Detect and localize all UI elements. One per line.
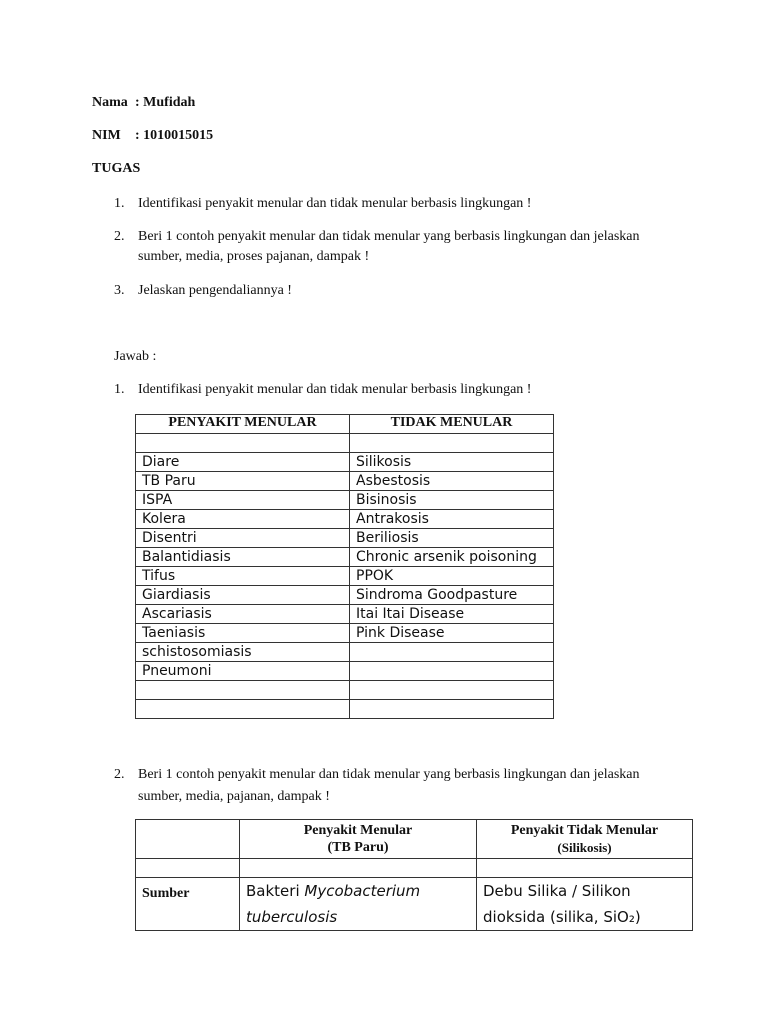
sumber-tidak-menular-cell <box>477 878 693 931</box>
table-row <box>136 472 554 491</box>
tidak-menular-cell: Antrakosis <box>350 510 554 529</box>
tidak-menular-cell <box>350 643 554 662</box>
header-subtitle: (TB Paru) <box>327 840 389 855</box>
menular-cell: Tifus <box>136 567 350 586</box>
table-row <box>136 586 554 605</box>
tidak-menular-cell: Itai Itai Disease <box>350 605 554 624</box>
tidak-menular-cell <box>350 700 554 719</box>
table-header-row <box>136 820 693 859</box>
menular-cell: Balantidiasis <box>136 548 350 567</box>
tidak-menular-cell: Asbestosis <box>350 472 554 491</box>
table-row <box>136 529 554 548</box>
table-row <box>136 491 554 510</box>
table-row <box>136 453 554 472</box>
nim-value: : 1010015015 <box>135 128 214 143</box>
answer-2-number: 2. <box>114 767 125 782</box>
header-penyakit-menular <box>240 820 477 859</box>
table-row <box>136 681 554 700</box>
sumber-tidak-line2: dioksida (silika, SiO₂) <box>483 908 641 926</box>
menular-cell: Giardiasis <box>136 586 350 605</box>
menular-cell: Diare <box>136 453 350 472</box>
tidak-menular-cell: Bisinosis <box>350 491 554 510</box>
disease-table <box>135 414 554 719</box>
task-2-text-line1: Beri 1 contoh penyakit menular dan tidak menular yang berbasis lingkungan dan jelaskan <box>138 229 640 244</box>
answer-1-number: 1. <box>114 382 125 397</box>
task-3-text: Jelaskan pengendaliannya ! <box>138 283 292 298</box>
menular-cell: Ascariasis <box>136 605 350 624</box>
table-row <box>136 878 693 931</box>
menular-cell: schistosomiasis <box>136 643 350 662</box>
table-row <box>136 662 554 681</box>
sumber-menular-cell <box>240 878 477 931</box>
tidak-menular-cell <box>350 434 554 453</box>
header-tidak-menular: TIDAK MENULAR <box>350 415 554 434</box>
menular-cell <box>136 681 350 700</box>
table-row <box>136 434 554 453</box>
sumber-menular-species: Mycobacterium <box>304 882 421 900</box>
answer-1-text: Identifikasi penyakit menular dan tidak menular berbasis lingkungan ! <box>138 382 532 397</box>
tidak-menular-cell <box>350 662 554 681</box>
sumber-menular-species-line2: tuberculosis <box>246 908 338 926</box>
answer-2-text-line1: Beri 1 contoh penyakit menular dan tidak menular yang berbasis lingkungan dan jelaskan <box>138 767 640 782</box>
header-subtitle: (Silikosis) <box>557 840 612 855</box>
sumber-menular-prefix: Bakteri <box>246 882 305 900</box>
sumber-label: Sumber <box>136 878 240 931</box>
tidak-menular-cell: Silikosis <box>350 453 554 472</box>
task-3-number: 3. <box>114 283 125 298</box>
sumber-tidak-line1: Debu Silika / Silikon <box>483 882 631 900</box>
task-1-number: 1. <box>114 196 125 211</box>
header-title: Penyakit Tidak Menular <box>510 823 659 838</box>
tidak-menular-cell <box>350 681 554 700</box>
table-header-row <box>136 415 554 434</box>
tidak-menular-cell: Sindroma Goodpasture <box>350 586 554 605</box>
empty-cell <box>240 859 477 878</box>
table-row <box>136 605 554 624</box>
menular-cell: Disentri <box>136 529 350 548</box>
tidak-menular-cell: Beriliosis <box>350 529 554 548</box>
nim-label: NIM <box>92 128 121 143</box>
menular-cell <box>136 434 350 453</box>
answer-label: Jawab : <box>114 349 157 364</box>
nama-value: : Mufidah <box>135 95 196 110</box>
nama-label: Nama <box>92 95 128 110</box>
table-row <box>136 643 554 662</box>
table-row <box>136 567 554 586</box>
menular-cell: TB Paru <box>136 472 350 491</box>
task-2-text-line2: sumber, media, proses pajanan, dampak ! <box>138 249 370 264</box>
empty-cell <box>136 859 240 878</box>
task-1-text: Identifikasi penyakit menular dan tidak menular berbasis lingkungan ! <box>138 196 532 211</box>
menular-cell: Kolera <box>136 510 350 529</box>
header-empty-cell <box>136 820 240 859</box>
table-row <box>136 510 554 529</box>
header-penyakit-tidak-menular <box>477 820 693 859</box>
header-title: Penyakit Menular <box>303 823 413 838</box>
answer-2-text-line2: sumber, media, pajanan, dampak ! <box>138 789 330 804</box>
tugas-heading: TUGAS <box>92 161 141 176</box>
table-row <box>136 700 554 719</box>
tidak-menular-cell: Pink Disease <box>350 624 554 643</box>
menular-cell: Pneumoni <box>136 662 350 681</box>
example-table <box>135 819 693 931</box>
table-row <box>136 548 554 567</box>
tidak-menular-cell: Chronic arsenik poisoning <box>350 548 554 567</box>
header-penyakit-menular: PENYAKIT MENULAR <box>136 415 350 434</box>
table-row <box>136 624 554 643</box>
menular-cell: Taeniasis <box>136 624 350 643</box>
tidak-menular-cell: PPOK <box>350 567 554 586</box>
menular-cell: ISPA <box>136 491 350 510</box>
empty-cell <box>477 859 693 878</box>
menular-cell <box>136 700 350 719</box>
task-2-number: 2. <box>114 229 125 244</box>
table-row <box>136 859 693 878</box>
